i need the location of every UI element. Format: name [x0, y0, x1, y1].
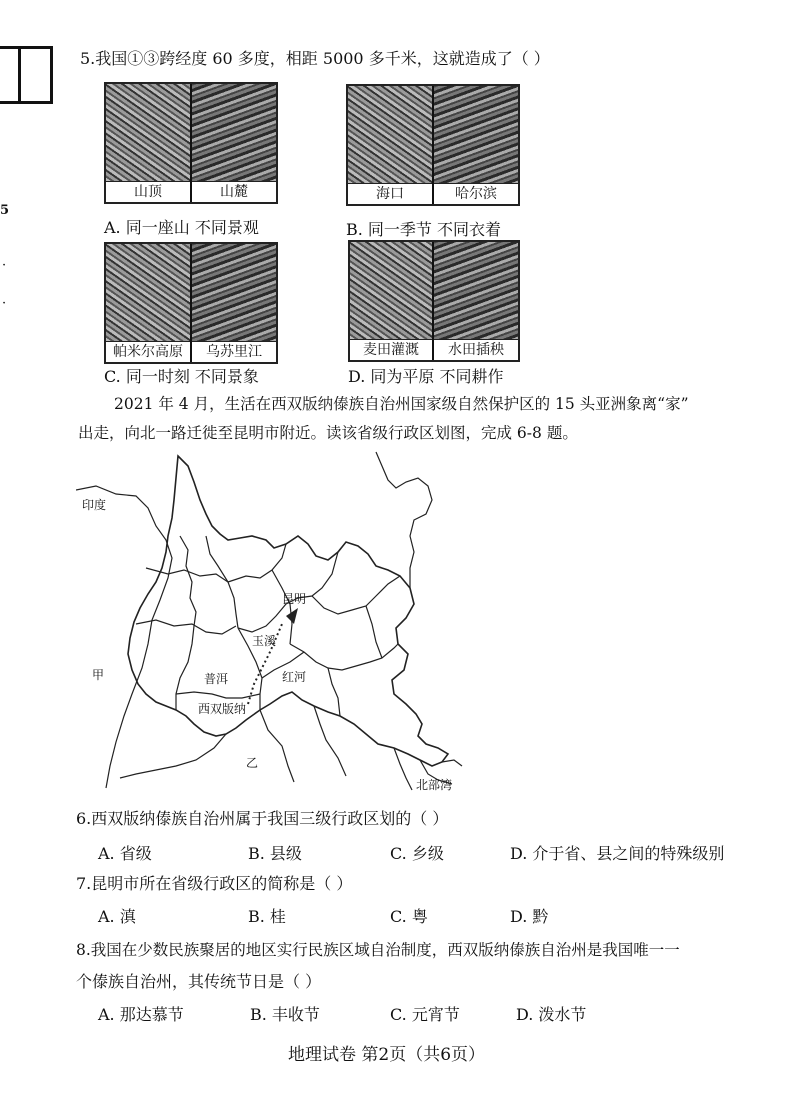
photo-caption-right: 哈尔滨 [434, 183, 518, 204]
q8-option-b[interactable]: B. 丰收节 [250, 1005, 320, 1024]
photo-caption-left: 麦田灌溉 [350, 339, 432, 360]
question-7-stem: 7.昆明市所在省级行政区的简称是（ ） [76, 874, 353, 893]
intro-line-2: 出走，向北一路迁徙至昆明市附近。读该省级行政区划图，完成 6-8 题。 [78, 424, 578, 442]
page-footer: 地理试卷 第2页（共6页） [288, 1045, 486, 1065]
q6-option-b[interactable]: B. 县级 [248, 844, 302, 863]
q7-option-b[interactable]: B. 桂 [248, 907, 286, 926]
prefecture-border [176, 626, 194, 710]
question-5-stem: 5.我国①③跨经度 60 多度，相距 5000 多千米，这就造成了（ ） [80, 49, 550, 68]
map-label-yuxi: 玉溪 [252, 634, 277, 648]
border-south [120, 734, 226, 778]
question-8-stem-line-1: 8.我国在少数民族聚居的地区实行民族区域自治制度，西双版纳傣族自治州是我国唯一一 [76, 941, 680, 959]
map-svg [76, 448, 466, 796]
map-label-xishuangbanna: 西双版纳 [198, 702, 247, 716]
q5-option-b[interactable]: B. 同一季节 不同衣着 [346, 220, 502, 239]
yunnan-admin-map [76, 448, 466, 796]
map-label-kunming: 昆明 [282, 592, 307, 606]
photo-mountain [104, 82, 278, 204]
q6-option-a[interactable]: A. 省级 [98, 844, 152, 863]
margin-mark: · [2, 258, 7, 273]
prefecture-border [206, 536, 238, 628]
border-west [76, 486, 172, 788]
prefecture-border [366, 606, 382, 658]
q7-option-d[interactable]: D. 黔 [510, 907, 549, 926]
prefecture-border [180, 536, 196, 626]
q8-option-d[interactable]: D. 泼水节 [516, 1005, 587, 1024]
q5-option-a[interactable]: A. 同一座山 不同景观 [104, 218, 259, 237]
photo-landscape [104, 242, 278, 364]
margin-mark: · [2, 296, 7, 311]
photo-caption-right: 山麓 [192, 181, 276, 202]
q7-option-a[interactable]: A. 滇 [98, 907, 136, 926]
photo-caption-left: 山顶 [106, 181, 190, 202]
map-label-yi: 乙 [246, 756, 259, 770]
binding-margin-box [0, 46, 53, 104]
q6-option-d[interactable]: D. 介于省、县之间的特殊级别 [510, 844, 725, 863]
q5-option-c[interactable]: C. 同一时刻 不同景象 [104, 367, 259, 386]
prefecture-border [176, 692, 260, 698]
coast-line [442, 760, 462, 766]
q6-option-c[interactable]: C. 乡级 [390, 844, 444, 863]
map-label-india: 印度 [82, 498, 107, 512]
q7-option-c[interactable]: C. 粤 [390, 907, 428, 926]
province-outline-north [376, 452, 432, 588]
margin-mark: 5 [0, 203, 10, 218]
q5-option-d[interactable]: D. 同为平原 不同耕作 [348, 367, 504, 386]
photo-caption-right: 水田插秧 [434, 339, 518, 360]
map-label-puer: 普洱 [204, 672, 229, 686]
photo-caption-left: 帕米尔高原 [106, 341, 190, 362]
map-label-jia: 甲 [92, 668, 105, 682]
map-label-beibuwan: 北部湾 [416, 778, 453, 792]
photo-clothing [346, 84, 520, 206]
q8-option-c[interactable]: C. 元宵节 [390, 1005, 460, 1024]
photo-caption-right: 乌苏里江 [192, 341, 276, 362]
prefecture-border [228, 544, 286, 582]
q8-option-a[interactable]: A. 那达慕节 [98, 1005, 184, 1024]
photo-caption-left: 海口 [348, 183, 432, 204]
question-6-stem: 6.西双版纳傣族自治州属于我国三级行政区划的（ ） [76, 809, 449, 828]
photo-farming [348, 240, 520, 362]
province-outline [128, 456, 448, 766]
prefecture-border [312, 576, 400, 614]
map-label-honghe: 红河 [282, 670, 307, 684]
intro-line-1: 2021 年 4 月，生活在西双版纳傣族自治州国家级自然保护区的 15 头亚洲象离“家” [114, 395, 689, 413]
prefecture-border [328, 668, 340, 716]
route-arrow [286, 608, 298, 624]
question-8-stem-line-2: 个傣族自治州，其传统节日是（ ） [76, 972, 322, 991]
border-south [260, 710, 294, 782]
